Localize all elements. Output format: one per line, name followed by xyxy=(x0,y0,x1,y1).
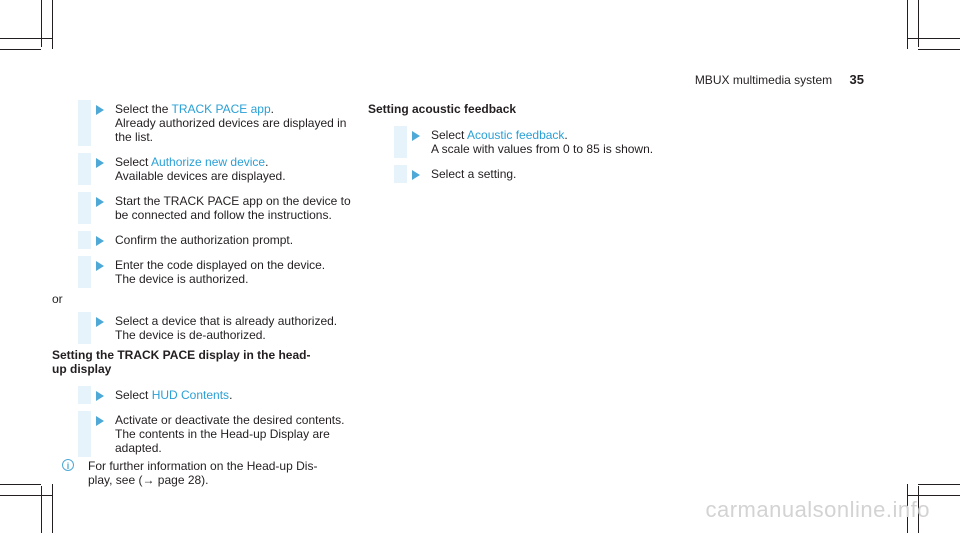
crop-mark xyxy=(41,0,42,47)
heading-line: up display xyxy=(52,362,112,376)
info-icon: i xyxy=(62,459,74,471)
right-column xyxy=(368,102,658,192)
step-text: Select the xyxy=(115,102,172,116)
section-heading xyxy=(52,348,352,376)
step-bar xyxy=(78,256,91,288)
step-bar xyxy=(78,411,91,457)
step-text: Confirm the authorization prompt. xyxy=(115,233,294,247)
crop-mark xyxy=(918,49,960,50)
menu-item-acoustic-feedback: Acoustic feedback xyxy=(467,128,565,142)
step-text: . xyxy=(270,102,274,116)
step-text: . xyxy=(265,155,269,169)
page-number: 35 xyxy=(849,72,864,87)
step-arrow-icon xyxy=(96,105,104,115)
step-text: Start the TRACK PACE app on the device to xyxy=(115,194,351,208)
step-arrow-icon xyxy=(96,261,104,271)
step-result: The contents in the Head-up Display are xyxy=(115,427,330,441)
menu-item-authorize-new-device: Authorize new device xyxy=(151,155,266,169)
step-arrow-icon xyxy=(96,416,104,426)
step-arrow-icon xyxy=(96,391,104,401)
step-bar xyxy=(78,192,91,224)
instruction-step xyxy=(52,388,352,402)
step-text: . xyxy=(229,388,233,402)
or-label: or xyxy=(52,292,63,306)
step-bar xyxy=(78,312,91,344)
menu-item-track-pace-app: TRACK PACE app xyxy=(171,102,271,116)
crop-mark xyxy=(918,0,919,47)
step-arrow-icon xyxy=(96,158,104,168)
crop-mark xyxy=(907,0,908,49)
step-text: Select a device that is already authorized. xyxy=(115,314,338,328)
step-arrow-icon xyxy=(96,317,104,327)
step-text: . xyxy=(564,128,568,142)
instruction-step xyxy=(368,167,658,181)
step-result: the list. xyxy=(115,130,154,144)
step-text: Select xyxy=(431,128,468,142)
instruction-step xyxy=(52,413,352,455)
step-result: Available devices are displayed. xyxy=(115,169,286,183)
instruction-step xyxy=(52,155,352,183)
note-text: For further information on the Head-up Dis- xyxy=(88,459,318,473)
step-text: Select a setting. xyxy=(431,167,517,181)
step-bar xyxy=(78,153,91,185)
heading-line: Setting the TRACK PACE display in the head- xyxy=(52,348,311,362)
page-header xyxy=(695,72,864,87)
menu-item-hud-contents: HUD Contents xyxy=(151,388,230,402)
left-column xyxy=(52,102,352,487)
instruction-step xyxy=(52,258,352,286)
crop-mark xyxy=(907,38,960,39)
crop-mark xyxy=(0,49,41,50)
step-arrow-icon xyxy=(96,197,104,207)
step-arrow-icon xyxy=(96,236,104,246)
step-text: be connected and follow the instructions. xyxy=(115,208,332,222)
step-bar xyxy=(78,231,91,249)
crop-mark xyxy=(41,486,42,533)
step-bar xyxy=(78,100,91,146)
section-title: MBUX multimedia system xyxy=(694,73,833,87)
step-result: The device is de-authorized. xyxy=(115,328,266,342)
step-result: adapted. xyxy=(115,441,162,455)
step-bar xyxy=(78,386,91,404)
info-note xyxy=(52,459,352,487)
step-arrow-icon xyxy=(412,170,420,180)
instruction-step xyxy=(52,102,352,144)
step-result: Already authorized devices are displayed in xyxy=(115,116,347,130)
instruction-step xyxy=(368,128,658,156)
crop-mark xyxy=(907,495,960,496)
crop-mark xyxy=(918,484,960,485)
step-text: Activate or deactivate the desired contents. xyxy=(115,413,345,427)
crop-mark xyxy=(0,495,53,496)
step-arrow-icon xyxy=(412,131,420,141)
watermark: carmanualsonline.info xyxy=(705,497,930,522)
crop-mark xyxy=(52,0,53,49)
step-result: The device is authorized. xyxy=(115,272,249,286)
instruction-step xyxy=(52,314,352,342)
crop-mark xyxy=(52,484,53,533)
section-heading: Setting acoustic feedback xyxy=(368,102,517,116)
note-text: play, see (→ page 28). xyxy=(88,473,209,487)
crop-mark xyxy=(0,38,53,39)
step-text: Select xyxy=(115,388,152,402)
instruction-step xyxy=(52,233,352,247)
step-text: Enter the code displayed on the device. xyxy=(115,258,326,272)
step-text: Select xyxy=(115,155,152,169)
step-result: A scale with values from 0 to 85 is shown. xyxy=(431,142,654,156)
step-bar xyxy=(394,165,407,183)
step-bar xyxy=(394,126,407,158)
instruction-step xyxy=(52,194,352,222)
crop-mark xyxy=(0,484,41,485)
